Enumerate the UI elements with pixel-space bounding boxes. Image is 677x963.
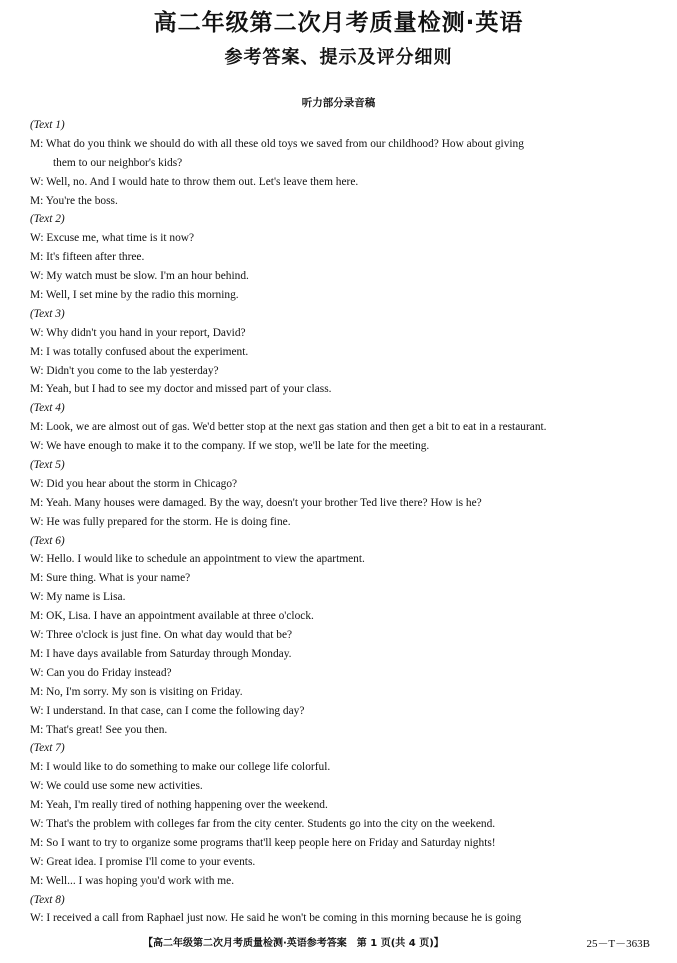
text-label: (Text 8)	[30, 893, 65, 906]
text-label: (Text 2)	[30, 213, 65, 226]
text-label: (Text 6)	[30, 534, 65, 547]
dialogue-line: M: Yeah, I'm really tired of nothing happening over the weekend.	[30, 799, 328, 812]
dialogue-line: M: I would like to do something to make our college life colorful.	[30, 761, 331, 774]
dialogue-line: M: Well, I set mine by the radio this morning.	[30, 289, 239, 302]
dialogue-line: M: Look, we are almost out of gas. We'd better stop at the next gas station and then get a bit to eat in a restaurant.	[30, 421, 547, 434]
dialogue-line: M: Yeah. Many houses were damaged. By the way, doesn't your brother Ted live there? How is he?	[30, 496, 482, 509]
dialogue-line: M: Sure thing. What is your name?	[30, 572, 191, 585]
dialogue-line: W: Great idea. I promise I'll come to your events.	[30, 855, 256, 868]
footer-code: 25－T－363B	[586, 938, 650, 950]
dialogue-line: M: OK, Lisa. I have an appointment available at three o'clock.	[30, 610, 314, 623]
dialogue-line: W: We could use some new activities.	[30, 780, 203, 793]
footer-caption: 【高二年级第二次月考质量检测·英语参考答案 第 1 页(共 4 页)】	[143, 938, 444, 949]
text-label: (Text 5)	[30, 459, 65, 472]
text-label: (Text 4)	[30, 402, 65, 415]
dialogue-line: W: I understand. In that case, can I come the following day?	[30, 704, 305, 717]
dialogue-line: M: So I want to try to organize some programs that'll keep people here on Friday and Saturday nights!	[30, 836, 496, 849]
dialogue-line: W: My name is Lisa.	[30, 591, 126, 604]
dialogue-line: W: We have enough to make it to the company. If we stop, we'll be late for the meeting.	[30, 440, 430, 453]
dialogue-line: W: Hello. I would like to schedule an appointment to view the apartment.	[30, 553, 365, 566]
dialogue-line: M: I have days available from Saturday through Monday.	[30, 647, 292, 660]
dialogue-line: M: No, I'm sorry. My son is visiting on Friday.	[30, 685, 243, 698]
dialogue-line: W: Did you hear about the storm in Chicago?	[30, 477, 238, 490]
dialogue-line: W: Well, no. And I would hate to throw them out. Let's leave them here.	[30, 175, 359, 188]
dialogue-line: W: Excuse me, what time is it now?	[30, 232, 195, 245]
page-title: 高二年级第二次月考质量检测·英语	[153, 10, 524, 36]
page-subtitle: 参考答案、提示及评分细则	[224, 47, 453, 68]
dialogue-line: M: What do you think we should do with all these old toys we saved from our childhood? How about giving	[30, 137, 524, 150]
section-heading: 听力部分录音稿	[301, 97, 376, 109]
dialogue-line-continuation: them to our neighbor's kids?	[53, 156, 183, 169]
text-label: (Text 3)	[30, 307, 65, 320]
dialogue-line: W: My watch must be slow. I'm an hour behind.	[30, 270, 249, 283]
dialogue-line: W: That's the problem with colleges far from the city center. Students go into the city on the weekend.	[30, 817, 496, 830]
dialogue-line: W: I received a call from Raphael just now. He said he won't be coming in this morning because he is going	[30, 912, 522, 925]
text-label: (Text 1)	[30, 119, 65, 131]
text-label: (Text 7)	[30, 742, 65, 755]
dialogue-line: M: Yeah, but I had to see my doctor and missed part of your class.	[30, 383, 332, 396]
dialogue-line: W: Didn't you come to the lab yesterday?	[30, 364, 219, 377]
page-footer	[0, 936, 677, 952]
dialogue-line: W: Three o'clock is just fine. On what day would that be?	[30, 629, 293, 642]
dialogue-line: M: That's great! See you then.	[30, 723, 168, 736]
transcript	[30, 116, 656, 928]
dialogue-line: W: Can you do Friday instead?	[30, 666, 172, 679]
dialogue-line: M: I was totally confused about the experiment.	[30, 345, 249, 358]
dialogue-line: W: Why didn't you hand in your report, David?	[30, 326, 246, 339]
dialogue-line: M: It's fifteen after three.	[30, 251, 145, 264]
dialogue-line: W: He was fully prepared for the storm. He is doing fine.	[30, 515, 291, 528]
dialogue-line: M: You're the boss.	[30, 194, 118, 207]
dialogue-line: M: Well... I was hoping you'd work with me.	[30, 874, 235, 887]
